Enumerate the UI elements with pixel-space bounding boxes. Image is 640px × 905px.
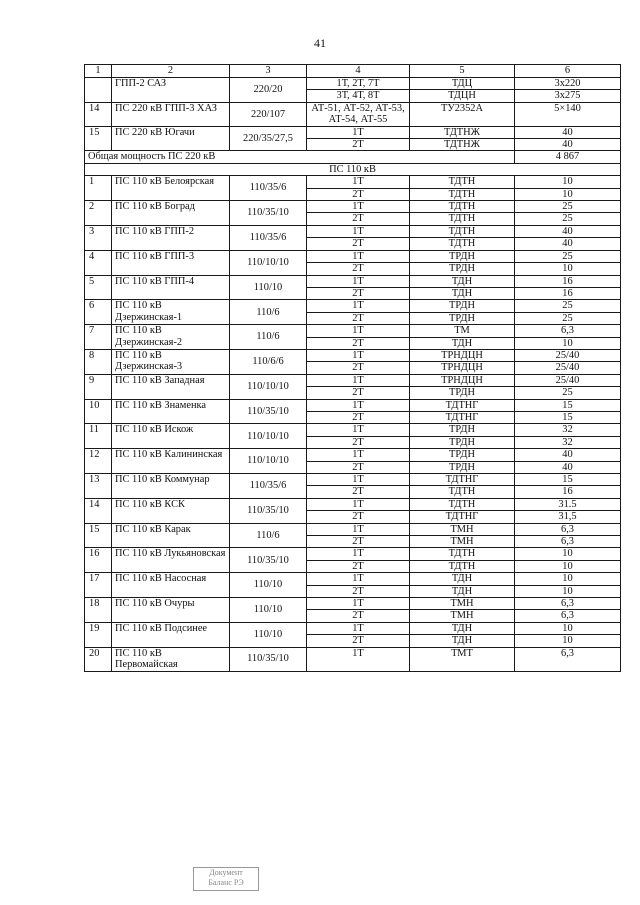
row-number [85,78,112,103]
voltage-cell: 110/35/10 [230,548,307,573]
voltage-cell: 110/35/6 [230,176,307,201]
transformer-type: ТМН [410,536,515,548]
substation-table [84,64,621,672]
capacity-cell: 25 [515,312,621,324]
transformer-id: 2Т [307,436,410,448]
transformer-type: ТДТН [410,213,515,225]
row-number: 6 [85,300,112,325]
transformer-type: ТРДН [410,300,515,312]
table-row [85,573,621,585]
transformer-type: ТРНДЦН [410,374,515,386]
voltage-cell: 110/6 [230,325,307,350]
transformer-type: ТРДН [410,312,515,324]
capacity-cell: 40 [515,126,621,138]
transformer-id: 2Т [307,486,410,498]
transformer-id: 2Т [307,560,410,572]
row-number: 15 [85,126,112,151]
capacity-cell: 6,3 [515,523,621,535]
capacity-cell: 3х220 [515,78,621,90]
substation-name: ПС 220 кВ ГПП-3 ХАЗ [112,102,230,126]
row-number: 14 [85,102,112,126]
row-number: 2 [85,201,112,226]
substation-name: ПС 110 кВ КСК [112,498,230,523]
transformer-id: 3Т, 4Т, 8Т [307,90,410,102]
transformer-type: ТРНДЦН [410,362,515,374]
table-row [85,424,621,436]
transformer-type: ТМН [410,610,515,622]
table-row [85,78,621,90]
capacity-cell: 6,3 [515,610,621,622]
voltage-cell: 110/10/10 [230,374,307,399]
transformer-id: 1Т [307,374,410,386]
table-row [85,102,621,126]
table-row [85,399,621,411]
table-row [85,647,621,671]
capacity-cell: 10 [515,176,621,188]
capacity-cell: 5×140 [515,102,621,126]
transformer-type: ТДТН [410,201,515,213]
voltage-cell: 110/6/6 [230,349,307,374]
substation-name: ПС 110 кВ Дзержинская-1 [112,300,230,325]
capacity-cell: 3х275 [515,90,621,102]
row-number: 16 [85,548,112,573]
row-number: 7 [85,325,112,350]
capacity-cell: 25/40 [515,349,621,361]
transformer-type: ТДН [410,635,515,647]
substation-name: ПС 110 кВ Дзержинская-2 [112,325,230,350]
transformer-id: 2Т [307,610,410,622]
transformer-id: 1Т [307,622,410,634]
substation-name: ГПП-2 САЗ [112,78,230,103]
capacity-cell: 25/40 [515,374,621,386]
voltage-cell: 110/35/6 [230,225,307,250]
capacity-cell: 25 [515,213,621,225]
capacity-cell: 32 [515,424,621,436]
row-number: 17 [85,573,112,598]
transformer-type: ТДН [410,275,515,287]
capacity-cell: 6,3 [515,647,621,671]
stamp-line: Документ [209,868,243,877]
transformer-id: 1Т [307,548,410,560]
transformer-type: ТДТНГ [410,511,515,523]
transformer-id: 2Т [307,188,410,200]
capacity-cell: 40 [515,225,621,237]
voltage-cell: 110/6 [230,300,307,325]
voltage-cell: 110/10 [230,622,307,647]
transformer-id: 2Т [307,585,410,597]
transformer-id: 1Т [307,201,410,213]
capacity-cell: 10 [515,188,621,200]
capacity-cell: 10 [515,635,621,647]
capacity-cell: 10 [515,622,621,634]
transformer-id: 1Т [307,349,410,361]
capacity-cell: 10 [515,560,621,572]
transformer-type: ТРДН [410,387,515,399]
transformer-type: ТДН [410,573,515,585]
stamp-line: Баланс РЭ [208,878,244,887]
capacity-cell: 10 [515,548,621,560]
transformer-type: ТУ2352А [410,102,515,126]
transformer-id: 2Т [307,511,410,523]
voltage-cell: 110/10 [230,275,307,300]
transformer-id: 1Т [307,250,410,262]
voltage-cell: 110/10 [230,573,307,598]
transformer-type: ТМН [410,598,515,610]
transformer-type: ТДН [410,337,515,349]
transformer-id: 1Т [307,449,410,461]
transformer-id: 1Т [307,399,410,411]
total-label: Общая мощность ПС 220 кВ [85,151,515,163]
row-number: 9 [85,374,112,399]
transformer-id: 2Т [307,635,410,647]
substation-name: ПС 110 кВ Западная [112,374,230,399]
transformer-id: 1Т [307,275,410,287]
table-row [85,325,621,337]
capacity-cell: 6,3 [515,598,621,610]
transformer-id: 1Т [307,126,410,138]
table-row [85,548,621,560]
table-row [85,474,621,486]
capacity-cell: 10 [515,263,621,275]
voltage-cell: 110/10/10 [230,424,307,449]
capacity-cell: 31,5 [515,511,621,523]
transformer-id: 1Т [307,573,410,585]
table-row [85,449,621,461]
substation-name: ПС 110 кВ Калининская [112,449,230,474]
substation-name: ПС 220 кВ Югачи [112,126,230,151]
voltage-cell: 110/35/6 [230,474,307,499]
row-number: 10 [85,399,112,424]
column-header: 4 [307,65,410,78]
row-number: 20 [85,647,112,671]
voltage-cell: 110/35/10 [230,201,307,226]
substation-name: ПС 110 кВ Искож [112,424,230,449]
transformer-type: ТДТН [410,188,515,200]
capacity-cell: 25 [515,201,621,213]
capacity-cell: 15 [515,474,621,486]
table-row [85,374,621,386]
capacity-cell: 40 [515,449,621,461]
transformer-type: ТРДН [410,424,515,436]
capacity-cell: 40 [515,461,621,473]
row-number: 12 [85,449,112,474]
capacity-cell: 32 [515,436,621,448]
voltage-cell: 110/6 [230,523,307,548]
substation-name: ПС 110 кВ Очуры [112,598,230,623]
substation-name: ПС 110 кВ Насосная [112,573,230,598]
substation-name: ПС 110 кВ Боград [112,201,230,226]
transformer-id: 2Т [307,213,410,225]
voltage-cell: 220/107 [230,102,307,126]
substation-name: ПС 110 кВ Подсинее [112,622,230,647]
voltage-cell: 110/35/10 [230,647,307,671]
substation-name: ПС 110 кВ Дзержинская-3 [112,349,230,374]
row-number: 3 [85,225,112,250]
capacity-cell: 10 [515,573,621,585]
transformer-id: 1Т [307,523,410,535]
capacity-cell: 16 [515,287,621,299]
transformer-id: 1Т [307,598,410,610]
transformer-type: ТДН [410,585,515,597]
capacity-cell: 25/40 [515,362,621,374]
transformer-type: ТМТ [410,647,515,671]
capacity-cell: 15 [515,411,621,423]
substation-name: ПС 110 кВ Знаменка [112,399,230,424]
table-row [85,622,621,634]
substation-name: ПС 110 кВ Коммунар [112,474,230,499]
transformer-type: ТРДН [410,250,515,262]
row-number: 19 [85,622,112,647]
column-header: 1 [85,65,112,78]
table-header-row [85,65,621,78]
voltage-cell: 220/20 [230,78,307,103]
transformer-type: ТДН [410,622,515,634]
row-number: 14 [85,498,112,523]
voltage-cell: 110/10/10 [230,449,307,474]
row-number: 13 [85,474,112,499]
transformer-type: ТДТНЖ [410,126,515,138]
transformer-type: ТРДН [410,449,515,461]
section-row [85,163,621,175]
transformer-id: 2Т [307,362,410,374]
transformer-id: 1Т, 2Т, 7Т [307,78,410,90]
transformer-type: ТДЦ [410,78,515,90]
transformer-id: АТ-51, АТ-52, АТ-53, АТ-54, АТ-55 [307,102,410,126]
table-row [85,275,621,287]
capacity-cell: 31.5 [515,498,621,510]
row-number: 8 [85,349,112,374]
voltage-cell: 110/10/10 [230,250,307,275]
voltage-cell: 220/35/27,5 [230,126,307,151]
substation-name: ПС 110 кВ Карак [112,523,230,548]
transformer-type: ТДТН [410,498,515,510]
transformer-id: 1Т [307,498,410,510]
row-number: 18 [85,598,112,623]
row-number: 5 [85,275,112,300]
substation-name: ПС 110 кВ Первомайская [112,647,230,671]
transformer-type: ТМ [410,325,515,337]
table-row [85,225,621,237]
capacity-cell: 16 [515,486,621,498]
substation-name: ПС 110 кВ ГПП-3 [112,250,230,275]
transformer-id: 1Т [307,647,410,671]
transformer-type: ТДТН [410,176,515,188]
transformer-id: 1Т [307,300,410,312]
transformer-id: 2Т [307,238,410,250]
total-value: 4 867 [515,151,621,163]
table-row [85,498,621,510]
substation-name: ПС 110 кВ ГПП-2 [112,225,230,250]
voltage-cell: 110/10 [230,598,307,623]
capacity-cell: 10 [515,337,621,349]
table-row [85,523,621,535]
column-header: 6 [515,65,621,78]
capacity-cell: 6,3 [515,536,621,548]
capacity-cell: 40 [515,238,621,250]
transformer-id: 1Т [307,225,410,237]
transformer-id: 2Т [307,387,410,399]
total-row [85,151,621,163]
table-row [85,126,621,138]
transformer-type: ТДТН [410,238,515,250]
voltage-cell: 110/35/10 [230,399,307,424]
transformer-id: 1Т [307,424,410,436]
capacity-cell: 25 [515,300,621,312]
substation-name: ПС 110 кВ Белоярская [112,176,230,201]
column-header: 5 [410,65,515,78]
section-title: ПС 110 кВ [85,163,621,175]
transformer-id: 2Т [307,536,410,548]
transformer-id: 1Т [307,176,410,188]
transformer-id: 2Т [307,263,410,275]
transformer-id: 1Т [307,325,410,337]
capacity-cell: 25 [515,250,621,262]
transformer-id: 2Т [307,312,410,324]
transformer-type: ТДТН [410,548,515,560]
capacity-cell: 25 [515,387,621,399]
capacity-cell: 15 [515,399,621,411]
row-number: 1 [85,176,112,201]
table-row [85,349,621,361]
substation-name: ПС 110 кВ ГПП-4 [112,275,230,300]
transformer-id: 2Т [307,411,410,423]
voltage-cell: 110/35/10 [230,498,307,523]
row-number: 4 [85,250,112,275]
column-header: 2 [112,65,230,78]
transformer-id: 1Т [307,474,410,486]
transformer-id: 2Т [307,461,410,473]
page-number: 41 [314,36,326,50]
transformer-id: 2Т [307,139,410,151]
transformer-type: ТРДН [410,461,515,473]
table-row [85,300,621,312]
transformer-type: ТДТНЖ [410,139,515,151]
table-row [85,250,621,262]
column-header: 3 [230,65,307,78]
document-stamp [193,867,259,891]
capacity-cell: 10 [515,585,621,597]
transformer-type: ТДТНГ [410,474,515,486]
transformer-id: 2Т [307,287,410,299]
transformer-type: ТДН [410,287,515,299]
transformer-type: ТДЦН [410,90,515,102]
transformer-type: ТРДН [410,263,515,275]
transformer-type: ТДТНГ [410,399,515,411]
row-number: 15 [85,523,112,548]
table-row [85,598,621,610]
table-row [85,176,621,188]
transformer-type: ТДТН [410,560,515,572]
transformer-type: ТДТН [410,225,515,237]
transformer-type: ТМН [410,523,515,535]
capacity-cell: 16 [515,275,621,287]
row-number: 11 [85,424,112,449]
capacity-cell: 6,3 [515,325,621,337]
transformer-id: 2Т [307,337,410,349]
transformer-type: ТДТНГ [410,411,515,423]
table-row [85,201,621,213]
transformer-type: ТДТН [410,486,515,498]
transformer-type: ТРДН [410,436,515,448]
substation-name: ПС 110 кВ Лукьяновская [112,548,230,573]
capacity-cell: 40 [515,139,621,151]
transformer-type: ТРНДЦН [410,349,515,361]
